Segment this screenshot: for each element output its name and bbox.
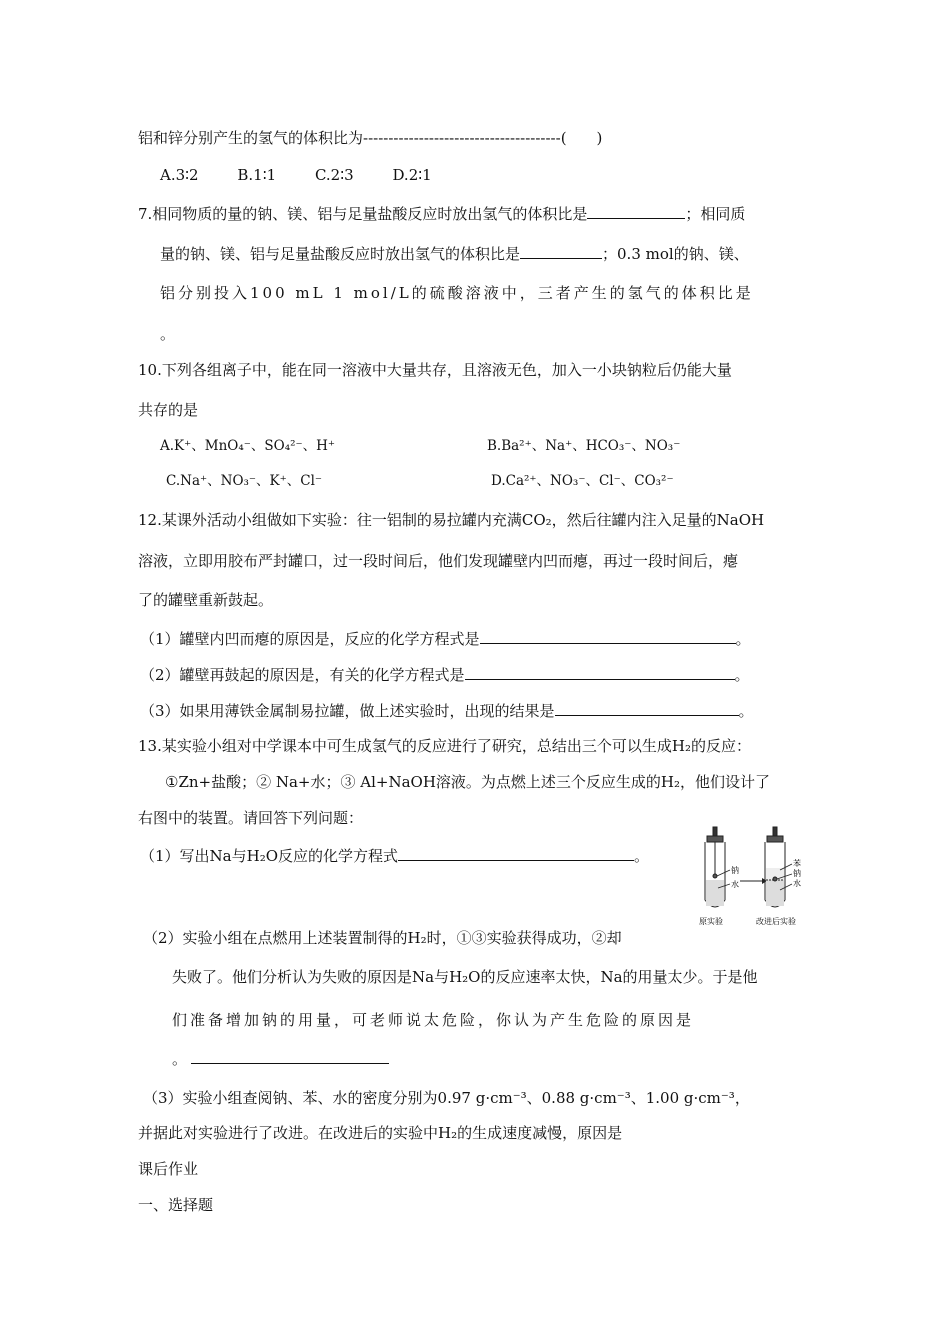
answer-blank[interactable]: [465, 663, 735, 680]
answer-blank[interactable]: [520, 242, 602, 259]
answer-blank[interactable]: [480, 627, 736, 644]
answer-blank[interactable]: [191, 1047, 389, 1064]
q7-line1: 7.相同物质的量的钠、镁、铝与足量盐酸反应时放出氢气的体积比是 ；相同质: [138, 202, 745, 224]
q13-line3: 右图中的装置。请回答下列问题：: [138, 809, 364, 827]
q10-option-a: A.K⁺、MnO₄⁻、SO₄²⁻、H⁺: [160, 438, 336, 454]
option-c: C.2∶3: [314, 166, 354, 184]
label-right-benzene: 苯: [793, 859, 801, 868]
q12-line1: 12.某课外活动小组做如下实验：往一铝制的易拉罐内充满CO₂，然后往罐内注入足量的NaOH: [138, 511, 765, 529]
section-heading: 一、选择题: [138, 1196, 214, 1214]
q10-option-d: D.Ca²⁺、NO₃⁻、Cl⁻、CO₃²⁻: [491, 473, 674, 489]
q10-line2: 共存的是: [138, 401, 199, 419]
caption-left: 原实验: [699, 917, 723, 926]
q12-line2: 溶液，立即用胶布严封罐口，过一段时间后，他们发现罐壁内凹而瘪，再过一段时间后，瘪: [138, 552, 739, 570]
q10-option-c: C.Na⁺、NO₃⁻、K⁺、Cl⁻: [166, 473, 323, 489]
label-right-na: 钠: [793, 869, 801, 878]
q13-sub3b: 并据此对实验进行了改进。在改进后的实验中H₂的生成速度减慢，原因是: [138, 1124, 623, 1142]
answer-blank[interactable]: [398, 844, 634, 861]
original-experiment-tube: [705, 827, 725, 907]
q13-sub1: （1）写出Na与H₂O反应的化学方程式 。: [140, 844, 649, 866]
q13-sub3a: （3）实验小组查阅钠、苯、水的密度分别为0.97 g·cm⁻³、0.88 g·cm⁻³、1.00 g·cm⁻³，: [143, 1089, 750, 1107]
apparatus-figure: [694, 824, 812, 928]
q-prev-options: [160, 165, 432, 185]
homework-heading: 课后作业: [138, 1160, 199, 1178]
option-d: D.2∶1: [392, 166, 432, 184]
improved-experiment-tube: [765, 827, 785, 907]
q13-line1: 13.某实验小组对中学课本中可生成氢气的反应进行了研究，总结出三个可以生成H₂的反应：: [138, 737, 751, 755]
option-b: B.1∶1: [237, 166, 277, 184]
q12-sub3: （3）如果用薄铁金属制易拉罐，做上述实验时，出现的结果是 。: [140, 699, 754, 721]
q13-sub2b: 失败了。他们分析认为失败的原因是Na与H₂O的反应速率太快，Na的用量太少。于是他: [172, 968, 758, 986]
q-prev-stem: 铝和锌分别产生的氢气的体积比为---------------------------------------( ): [138, 129, 603, 147]
caption-right: 改进后实验: [756, 917, 796, 926]
q13-sub2c: 们准备增加钠的用量，可老师说太危险，你认为产生危险的原因是: [172, 1011, 695, 1029]
q12-line3: 了的罐壁重新鼓起。: [138, 591, 274, 609]
q7-line3: 铝分别投入100 mL 1 mol/L的硫酸溶液中，三者产生的氢气的体积比是: [160, 284, 754, 302]
q12-sub2: （2）罐壁再鼓起的原因是，有关的化学方程式是 。: [140, 663, 750, 685]
q13-sub2a: （2）实验小组在点燃用上述装置制得的H₂时，①③实验获得成功，②却: [143, 929, 622, 947]
label-right-water: 水: [793, 879, 801, 888]
q10-option-b: B.Ba²⁺、Na⁺、HCO₃⁻、NO₃⁻: [487, 438, 681, 454]
q7-line4: 。: [160, 325, 176, 343]
answer-blank[interactable]: [555, 699, 739, 716]
q12-sub1: （1）罐壁内凹而瘪的原因是，反应的化学方程式是 。: [140, 627, 751, 649]
answer-blank[interactable]: [587, 202, 685, 219]
label-left-water: 水: [731, 880, 739, 889]
q13-line2: ①Zn+盐酸；② Na+水；③ Al+NaOH溶液。为点燃上述三个反应生成的H₂，他们设计了: [165, 773, 771, 791]
q7-line2: 量的钠、镁、铝与足量盐酸反应时放出氢气的体积比是 ；0.3 mol的钠、镁、: [160, 242, 749, 264]
q13-sub2d: 。: [172, 1047, 389, 1069]
label-left-na: 钠: [731, 866, 739, 875]
q10-line1: 10.下列各组离子中，能在同一溶液中大量共存，且溶液无色，加入一小块钠粒后仍能大量: [138, 361, 732, 379]
option-a: A.3∶2: [160, 166, 199, 184]
